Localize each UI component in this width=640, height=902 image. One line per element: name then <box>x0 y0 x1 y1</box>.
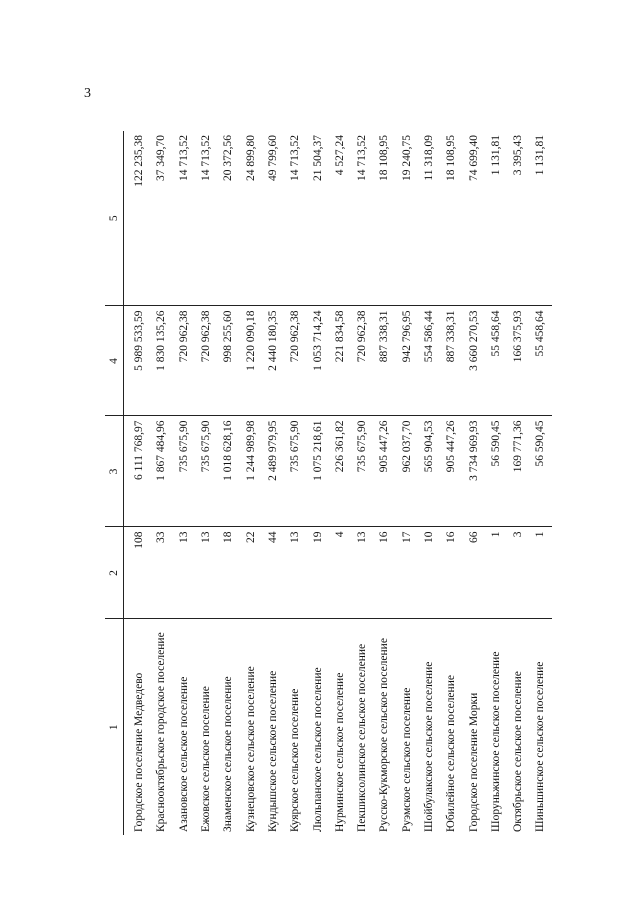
budget-table-rotated <box>105 131 550 835</box>
cell-amount-total: 565 904,53 <box>418 416 440 527</box>
cell-settlement-name: Шиньшинское сельское поселение <box>534 661 547 832</box>
cell-amount-remainder: 122 235,38 <box>124 131 151 306</box>
table-row <box>440 131 462 835</box>
cell-amount-total: 56 590,45 <box>485 416 507 527</box>
table-row <box>418 131 440 835</box>
cell-amount-total: 1 244 989,98 <box>239 416 261 527</box>
cell-amount-remainder: 20 372,56 <box>217 131 239 306</box>
cell-amount-part: 942 796,95 <box>396 306 418 416</box>
table-row <box>396 131 418 835</box>
cell-amount-part: 998 255,60 <box>217 306 239 416</box>
cell-count: 1 <box>485 527 507 619</box>
cell-amount-total: 1 075 218,61 <box>306 416 328 527</box>
table-row <box>529 131 551 835</box>
cell-count: 16 <box>373 527 395 619</box>
cell-amount-part: 1 220 090,18 <box>239 306 261 416</box>
cell-settlement-name: Кундышское сельское поселение <box>266 670 279 832</box>
cell-amount-remainder: 1 131,81 <box>485 131 507 306</box>
table-row <box>124 131 151 835</box>
cell-count: 17 <box>396 527 418 619</box>
cell-amount-part: 887 338,31 <box>373 306 395 416</box>
header-col-4: 4 <box>105 306 124 416</box>
cell-amount-total: 1 867 484,96 <box>150 416 172 527</box>
header-col-5: 5 <box>105 131 124 306</box>
cell-amount-remainder: 3 395,43 <box>507 131 529 306</box>
cell-amount-remainder: 37 349,70 <box>150 131 172 306</box>
cell-amount-remainder: 21 504,37 <box>306 131 328 306</box>
table-row <box>462 131 484 835</box>
cell-amount-remainder: 18 108,95 <box>440 131 462 306</box>
table-row <box>239 131 261 835</box>
cell-settlement-name: Октябрьское сельское поселение <box>512 671 525 832</box>
cell-settlement-name: Шоруньжинское сельское поселение <box>489 651 502 832</box>
cell-amount-part: 221 834,58 <box>329 306 351 416</box>
cell-count: 108 <box>124 527 151 619</box>
cell-count: 18 <box>217 527 239 619</box>
table-row <box>195 131 217 835</box>
cell-amount-part: 2 440 180,35 <box>262 306 284 416</box>
cell-amount-total: 735 675,90 <box>195 416 217 527</box>
budget-table <box>105 131 552 835</box>
cell-count: 33 <box>150 527 172 619</box>
table-header <box>105 131 124 835</box>
cell-amount-remainder: 74 699,40 <box>462 131 484 306</box>
page-number: 3 <box>84 86 91 101</box>
cell-amount-part: 887 338,31 <box>440 306 462 416</box>
cell-amount-total: 1 018 628,16 <box>217 416 239 527</box>
cell-settlement-name: Русско-Кукморское сельское поселение <box>378 638 391 832</box>
cell-count: 13 <box>173 527 195 619</box>
table-row <box>217 131 239 835</box>
cell-settlement-name: Городское поселение Медведево <box>133 672 146 832</box>
cell-amount-total: 6 111 768,97 <box>124 416 151 527</box>
cell-amount-part: 554 586,44 <box>418 306 440 416</box>
table-row <box>485 131 507 835</box>
cell-amount-remainder: 14 713,52 <box>351 131 373 306</box>
cell-amount-remainder: 1 131,81 <box>529 131 551 306</box>
cell-amount-part: 720 962,38 <box>173 306 195 416</box>
cell-count: 19 <box>306 527 328 619</box>
cell-amount-remainder: 4 527,24 <box>329 131 351 306</box>
cell-count: 13 <box>195 527 217 619</box>
table-row <box>173 131 195 835</box>
cell-amount-part: 1 053 714,24 <box>306 306 328 416</box>
cell-amount-part: 720 962,38 <box>351 306 373 416</box>
cell-count: 4 <box>329 527 351 619</box>
table-row <box>329 131 351 835</box>
cell-amount-remainder: 11 318,09 <box>418 131 440 306</box>
cell-amount-part: 166 375,93 <box>507 306 529 416</box>
cell-amount-part: 55 458,64 <box>485 306 507 416</box>
table-row <box>373 131 395 835</box>
cell-amount-remainder: 14 713,52 <box>195 131 217 306</box>
cell-amount-total: 735 675,90 <box>173 416 195 527</box>
header-col-2: 2 <box>105 527 124 619</box>
cell-amount-total: 56 590,45 <box>529 416 551 527</box>
table-row <box>351 131 373 835</box>
table-body <box>124 131 552 835</box>
cell-amount-part: 720 962,38 <box>284 306 306 416</box>
cell-amount-remainder: 14 713,52 <box>173 131 195 306</box>
cell-amount-remainder: 49 799,60 <box>262 131 284 306</box>
table-row <box>306 131 328 835</box>
cell-settlement-name: Куярское сельское поселение <box>289 688 302 832</box>
cell-settlement-name: Нурминское сельское поселение <box>333 672 346 832</box>
cell-settlement-name: Азановское сельское поселение <box>177 676 190 832</box>
cell-amount-part: 55 458,64 <box>529 306 551 416</box>
cell-amount-part: 720 962,38 <box>195 306 217 416</box>
table-row <box>284 131 306 835</box>
header-col-3: 3 <box>105 416 124 527</box>
cell-amount-total: 226 361,82 <box>329 416 351 527</box>
cell-settlement-name: Городское поселение Морки <box>467 692 480 832</box>
cell-settlement-name: Краснооктябрьское городское поселение <box>155 632 168 832</box>
cell-count: 13 <box>284 527 306 619</box>
cell-count: 13 <box>351 527 373 619</box>
cell-count: 44 <box>262 527 284 619</box>
cell-amount-total: 735 675,90 <box>284 416 306 527</box>
cell-amount-remainder: 14 713,52 <box>284 131 306 306</box>
cell-settlement-name: Пекшиксолинское сельское поселение <box>356 643 369 832</box>
cell-count: 10 <box>418 527 440 619</box>
cell-amount-total: 3 734 969,93 <box>462 416 484 527</box>
cell-amount-part: 3 660 270,53 <box>462 306 484 416</box>
cell-amount-total: 169 771,36 <box>507 416 529 527</box>
cell-settlement-name: Шойбулакское сельское поселение <box>423 661 435 832</box>
header-col-1: 1 <box>105 619 124 835</box>
table-row <box>262 131 284 835</box>
cell-amount-total: 905 447,26 <box>440 416 462 527</box>
cell-amount-remainder: 19 240,75 <box>396 131 418 306</box>
cell-settlement-name: Ежовское сельское поселение <box>200 686 213 832</box>
cell-settlement-name: Люльпанское сельское поселение <box>311 667 324 832</box>
cell-amount-total: 962 037,70 <box>396 416 418 527</box>
cell-count: 22 <box>239 527 261 619</box>
cell-amount-total: 905 447,26 <box>373 416 395 527</box>
cell-amount-part: 1 830 135,26 <box>150 306 172 416</box>
cell-amount-remainder: 24 899,80 <box>239 131 261 306</box>
cell-amount-total: 2 489 979,95 <box>262 416 284 527</box>
cell-count: 16 <box>440 527 462 619</box>
cell-count: 3 <box>507 527 529 619</box>
table-row <box>507 131 529 835</box>
table-row <box>150 131 172 835</box>
cell-settlement-name: Руэмское сельское поселение <box>400 687 413 832</box>
cell-amount-total: 735 675,90 <box>351 416 373 527</box>
header-row <box>105 131 124 835</box>
cell-settlement-name: Кузнецовское сельское поселение <box>244 666 257 832</box>
cell-count: 1 <box>529 527 551 619</box>
cell-settlement-name: Знаменское сельское поселение <box>222 676 235 832</box>
cell-amount-part: 5 989 533,59 <box>124 306 151 416</box>
cell-amount-remainder: 18 108,95 <box>373 131 395 306</box>
cell-settlement-name: Юбилейное сельское поселение <box>445 675 458 832</box>
cell-count: 66 <box>462 527 484 619</box>
